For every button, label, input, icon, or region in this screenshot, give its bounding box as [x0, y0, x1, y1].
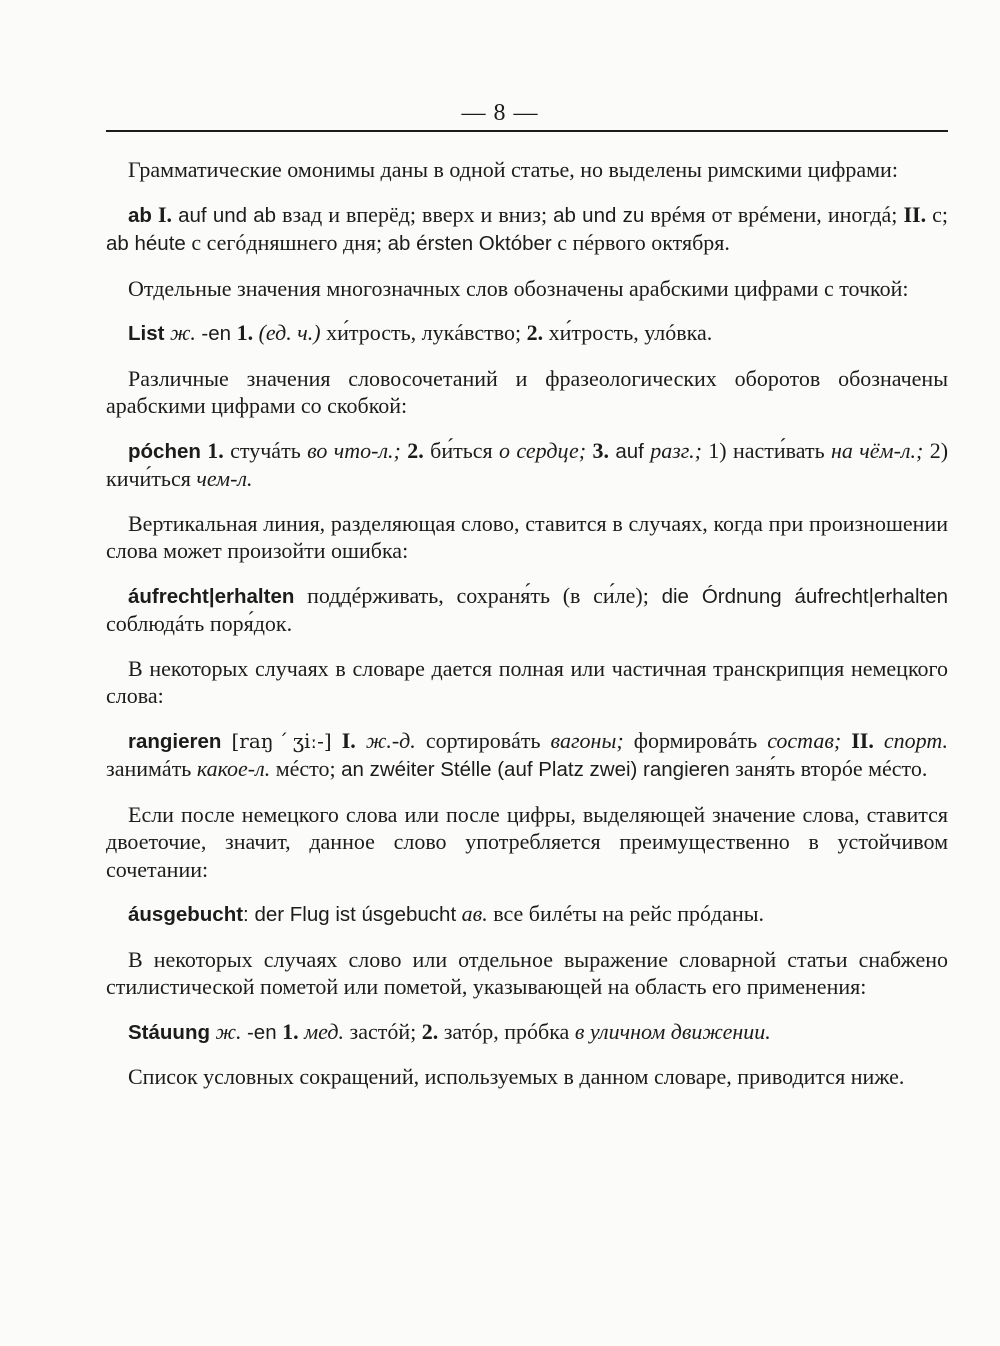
example-ab: ab I. auf und ab взад и вперёд; вверх и вниз; ab und zu врéмя от врéмени, иногдá; II. c; ab héute с сегóдняшнего дня; ab érsten Október с пéрвого октября. [106, 201, 949, 255]
paragraph-stylistic: В некоторых случаях слово или отдельное выражение словарной статьи снабжено стилистической пометой или пометой, указывающей на область его применения: [106, 946, 948, 999]
example-aufrechterhalten: áufrecht|erhalten поддéрживать, сохраня́ть (в си́ле); die Órdnung áufrecht|erhalten соблюдáть поря́док. [106, 582, 949, 636]
header-rule [106, 130, 948, 132]
paragraph-roman-numerals: Грамматические омонимы даны в одной статье, но выделены римскими цифрами: [128, 157, 898, 182]
paragraph-phraseology: Различные значения словосочетаний и фразеологических оборотов обозначены арабскими цифрами со скобкой: [106, 365, 948, 418]
example-list: List ж. -en 1. (ед. ч.) хи́трость, лукáвство; 2. хи́трость, улóвка. [128, 320, 713, 345]
transcription: [raŋˊʒiː-] [231, 728, 332, 753]
headword: Stáuung [128, 1020, 210, 1044]
paragraph-vertical-line: Вертикальная линия, разделяющая слово, ставится в случаях, когда при произношении слова может произойти ошибка: [106, 510, 948, 563]
paragraph-arabic-numerals: Отдельные значения многозначных слов обозначены арабскими цифрами с точкой: [128, 275, 909, 301]
page-body [106, 156, 948, 1108]
paragraph-abbreviations: Список условных сокращений, используемых в данном словаре, приводится ниже. [128, 1064, 905, 1089]
example-pochen: póchen 1. стучáть во что-л.; 2. би́ться о сердце; 3. auf разг.; 1) насти́вать на чём-л.; 2) кичи́ться чем-л. [106, 437, 949, 491]
paragraph-transcription: В некоторых случаях в словаре дается полная или частичная транскрипция немецкого слова: [106, 655, 948, 708]
headword: áusgebucht [128, 903, 244, 926]
headword: póchen [128, 439, 201, 463]
headword: rangieren [128, 729, 222, 753]
headword: ab [128, 203, 152, 227]
headword: List [128, 322, 165, 345]
paragraph-colon: Если после немецкого слова или после цифры, выделяющей значение слова, ставится двоеточие, значит, данное слово употребляется преимущественно в устойчивом сочетании: [106, 801, 948, 882]
example-ausgebucht: áusgebucht: der Flug ist úsgebucht ав. все билéты на рейс прóданы. [128, 901, 764, 926]
example-stauung: Stáuung ж. -en 1. мед. застóй; 2. затóр, прóбка в уличном движении. [128, 1018, 771, 1044]
page-number: — 8 — [461, 100, 539, 126]
headword: áufrecht|erhalten [128, 584, 295, 608]
example-rangieren: rangieren [raŋˊʒiː-] I. ж.-д. сортировáть вагоны; формировáть состав; II. спорт. занимáть какое-л. мéсто; an zwéiter Stélle (auf Platz zwei) rangieren заня́ть вторóе мéсто. [106, 727, 949, 781]
